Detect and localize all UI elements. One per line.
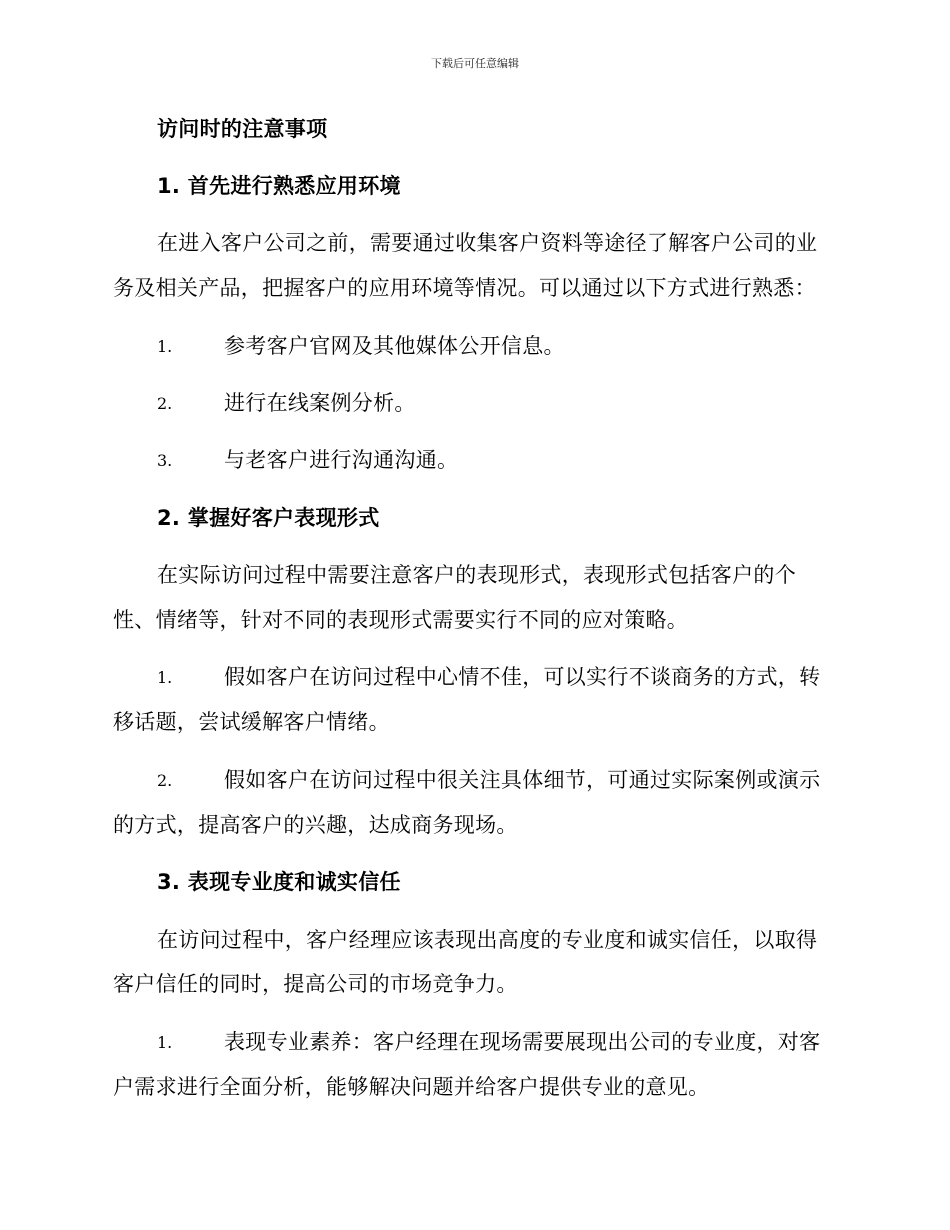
item-number: 1. — [157, 668, 173, 687]
section-3-paragraph-line-1: 在访问过程中，客户经理应该表现出高度的专业度和诚实信任，以取得 — [157, 928, 818, 952]
item-text: 进行在线案例分析。 — [224, 391, 416, 415]
document-title: 访问时的注意事项 — [157, 117, 328, 141]
section-1-paragraph-line-2: 务及相关产品，把握客户的应用环境等情况。可以通过以下方式进行熟悉： — [113, 276, 816, 300]
section-2-heading: 2. 掌握好客户表现形式 — [157, 506, 380, 530]
section-3-paragraph-line-2: 客户信任的同时，提高公司的市场竞争力。 — [113, 972, 518, 996]
item-text: 参考客户官网及其他媒体公开信息。 — [224, 334, 565, 358]
section-3-heading: 3. 表现专业度和诚实信任 — [157, 870, 401, 894]
page-header-note: 下载后可任意编辑 — [431, 57, 519, 70]
item-text-line-2: 户需求进行全面分析，能够解决问题并给客户提供专业的意见。 — [113, 1075, 710, 1099]
section-2-paragraph-line-2: 性、情绪等，针对不同的表现形式需要实行不同的应对策略。 — [113, 608, 689, 632]
section-1-paragraph-line-1: 在进入客户公司之前，需要通过收集客户资料等途径了解客户公司的业 — [157, 231, 818, 255]
item-text-line-1: 表现专业素养：客户经理在现场需要展现出公司的专业度，对客 — [224, 1030, 821, 1054]
item-text-line-2: 的方式，提高客户的兴趣，达成商务现场。 — [113, 813, 518, 837]
item-text: 与老客户进行沟通沟通。 — [224, 448, 459, 472]
item-number: 3. — [157, 451, 173, 470]
item-text-line-1: 假如客户在访问过程中很关注具体细节，可通过实际案例或演示 — [224, 768, 821, 792]
item-number: 1. — [157, 1033, 173, 1052]
section-2-paragraph-line-1: 在实际访问过程中需要注意客户的表现形式，表现形式包括客户的个 — [157, 563, 796, 587]
section-1-heading: 1. 首先进行熟悉应用环境 — [157, 174, 401, 198]
item-number: 2. — [157, 394, 173, 413]
item-text-line-1: 假如客户在访问过程中心情不佳，可以实行不谈商务的方式，转 — [224, 665, 821, 689]
item-number: 2. — [157, 771, 173, 790]
item-number: 1. — [157, 337, 173, 356]
item-text-line-2: 移话题，尝试缓解客户情绪。 — [113, 710, 390, 734]
